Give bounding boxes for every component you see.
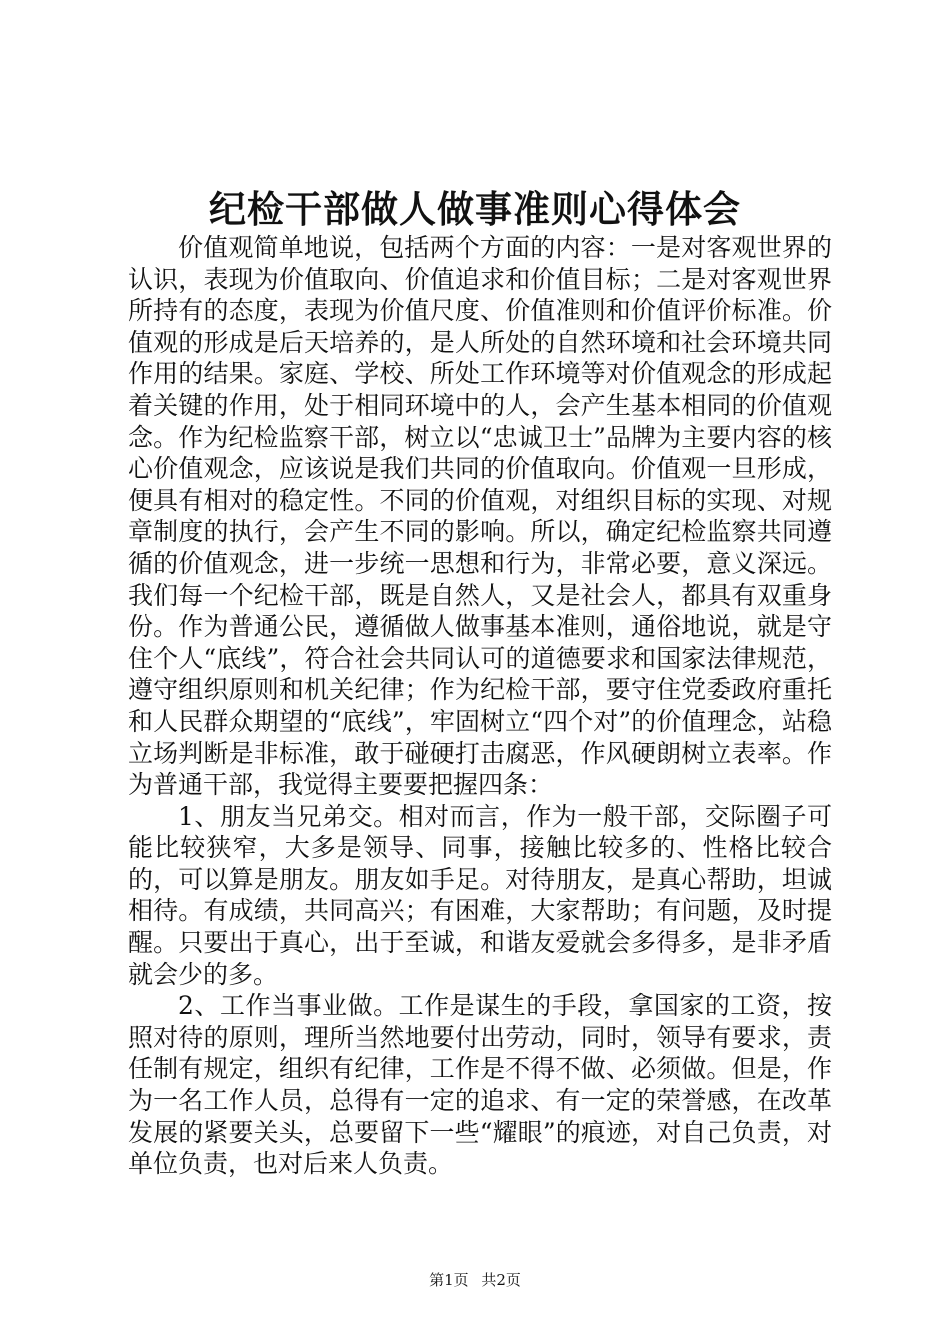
paragraph-work: 2、工作当事业做。工作是谋生的手段，拿国家的工资，按照对待的原则，理所当然地要付出劳动，同时，领导有要求，责任制有规定，组织有纪律，工作是不得不做、必须做。但是，作为一名工作人员，总得有一定的追求、有一定的荣誉感，在改革发展的紧要关头，总要留下一些“耀眼”的痕迹，对自己负责，对单位负责，也对后来人负责。 <box>128 991 832 1179</box>
document-title: 纪检干部做人做事准则心得体会 <box>209 187 741 231</box>
document-body <box>128 232 832 1180</box>
paragraph-intro: 价值观简单地说，包括两个方面的内容：一是对客观世界的认识，表现为价值取向、价值追求和价值目标；二是对客观世界所持有的态度，表现为价值尺度、价值准则和价值评价标准。价值观的形成是后天培养的，是人所处的自然环境和社会环境共同作用的结果。家庭、学校、所处工作环境等对价值观念的形成起着关键的作用，处于相同环境中的人，会产生基本相同的价值观念。作为纪检监察干部，树立以“忠诚卫士”品牌为主要内容的核心价值观念，应该说是我们共同的价值取向。价值观一旦形成，便具有相对的稳定性。不同的价值观，对组织目标的实现、对规章制度的执行，会产生不同的影响。所以，确定纪检监察共同遵循的价值观念，进一步统一思想和行为，非常必要，意义深远。我们每一个纪检干部，既是自然人，又是社会人，都具有双重身份。作为普通公民，遵循做人做事基本准则，通俗地说，就是守住个人“底线”，符合社会共同认可的道德要求和国家法律规范，遵守组织原则和机关纪律；作为纪检干部，要守住党委政府重托和人民群众期望的“底线”，牢固树立“四个对”的价值理念，站稳立场判断是非标准，敢于碰硬打击腐恶，作风硬朗树立表率。作为普通干部，我觉得主要要把握四条： <box>128 233 832 800</box>
page-number-total: 共2页 <box>481 1271 521 1289</box>
page-footer <box>0 1270 950 1290</box>
page-number-current: 第1页 <box>429 1271 469 1289</box>
paragraph-friends: 1、朋友当兄弟交。相对而言，作为一般干部，交际圈子可能比较狭窄，大多是领导、同事，接触比较多的、性格比较合的，可以算是朋友。朋友如手足。对待朋友，是真心帮助，坦诚相待。有成绩，共同高兴；有困难，大家帮助；有问题，及时提醒。只要出于真心，出于至诚，和谐友爱就会多得多，是非矛盾就会少的多。 <box>128 801 832 989</box>
